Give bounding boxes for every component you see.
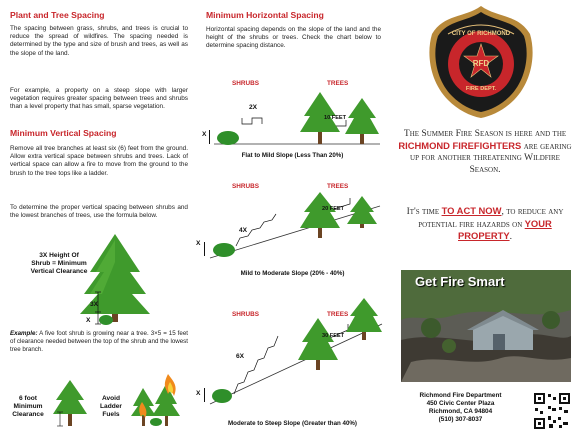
summer-season-text [395, 128, 575, 175]
act-text-c: . [509, 231, 512, 242]
left-column [0, 0, 196, 447]
right-column [389, 0, 579, 447]
address-line: Richmond Fire Department [419, 392, 502, 399]
diagram3-x-label: X [196, 390, 201, 397]
para-horizontal: Horizontal spacing depends on the slope of the land and the height of the shrubs or trees. Check the chart below to determine spacing distance. [206, 26, 381, 50]
summer-text-b: are gearing up for another threatening Wildfire Season. [410, 140, 572, 175]
formula-label: 3X Height Of Shrub = Minimum Vertical Clearance [30, 252, 88, 275]
summer-text-a: The Summer Fire Season is here and the [403, 128, 567, 139]
diagram2-feet-label: 20 FEET [322, 206, 345, 212]
heading-plant-tree-spacing: Plant and Tree Spacing [10, 10, 105, 20]
diagram3-caption: Moderate to Steep Slope (Greater than 40%) [228, 420, 357, 427]
qr-code-icon[interactable] [533, 392, 571, 430]
diagram1-shrubs-label: SHRUBS [232, 80, 259, 87]
ladder-fuels-label: Avoid Ladder Fuels [100, 395, 122, 418]
diagram1-x-label: X [202, 131, 207, 138]
act-text-b: , to reduce any potential fire hazards on [418, 206, 564, 230]
badge-top-text: CITY OF RICHMOND [451, 31, 511, 37]
heading-min-vertical: Minimum Vertical Spacing [10, 128, 117, 138]
formula-x-label: X [86, 317, 91, 324]
example-label: Example: [10, 330, 38, 337]
badge-center-text: RFD [472, 59, 490, 68]
example-text [10, 330, 188, 354]
diagram2-caption: Mild to Moderate Slope (20% - 40%) [240, 270, 345, 277]
diagram2-mult-label: 4X [239, 227, 248, 234]
steep-slope-diagram [200, 296, 386, 408]
photo-title: Get Fire Smart [415, 274, 505, 289]
summer-text-red: RICHMOND FIREFIGHTERS [398, 139, 522, 151]
diagram3-trees-label: TREES [327, 311, 349, 318]
diagram2-trees-label: TREES [327, 183, 349, 190]
para-spacing-example: For example, a property on a steep slope with larger vegetation requires greater spacing between trees and shrubs than a level property that has small, sparse vegetation. [10, 87, 188, 111]
middle-column [196, 0, 389, 447]
department-address [403, 392, 518, 424]
diagram1-caption: Flat to Mild Slope (Less Than 20%) [241, 152, 344, 159]
act-text-a: It's time [406, 206, 442, 217]
formula-3x-label: 3X [90, 301, 99, 308]
act-text-red1: TO ACT NOW [441, 205, 502, 216]
example-body: A five foot shrub is growing near a tree. 3×5 = 15 feet of clearance needed between the top of the shrub and the lowest tree branch. [10, 330, 188, 353]
address-line: Richmond, CA 94804 [428, 408, 493, 415]
diagram3-feet-label: 30 FEET [322, 333, 345, 339]
min-clearance-tree-icon [50, 378, 90, 428]
diagram3-shrubs-label: SHRUBS [232, 311, 259, 318]
act-now-text [395, 205, 575, 243]
diagram1-mult-label: 2X [249, 104, 258, 111]
act-text-red2: YOUR PROPERTY [458, 217, 552, 241]
address-line: (510) 307-8037 [438, 416, 483, 423]
badge-bottom-text: FIRE DEPT. [465, 86, 497, 92]
para-formula-intro: To determine the proper vertical spacing between shrubs and the lowest branches of trees, use the formula below. [10, 204, 188, 220]
diagram2-x-label: X [196, 240, 201, 247]
flat-slope-diagram [200, 88, 386, 150]
vertical-clearance-diagram [78, 232, 158, 327]
para-spacing-intro: The spacing between grass, shrubs, and trees is crucial to reduce the spread of wildfires. The spacing needed is determined by the type and size of brush and trees, as well as the slope of the land. [10, 25, 188, 57]
address-line: 450 Civic Center Plaza [426, 400, 495, 407]
ladder-fuels-fire-icon [130, 372, 182, 428]
moderate-slope-diagram [200, 190, 386, 262]
get-fire-smart-photo [401, 270, 571, 382]
min-clearance-label: 6 foot Minimum Clearance [12, 395, 44, 418]
diagram2-shrubs-label: SHRUBS [232, 183, 259, 190]
diagram1-trees-label: TREES [327, 80, 349, 87]
diagram1-feet-label: 10 FEET [324, 115, 347, 121]
diagram3-mult-label: 6X [236, 353, 245, 360]
para-vertical: Remove all tree branches at least six (6) feet from the ground. Allow extra vertical space between shrubs and trees. Lack of vertical space can allow a fire to move from the ground to the brush to the tree tops like a ladder. [10, 145, 188, 177]
heading-min-horizontal: Minimum Horizontal Spacing [206, 10, 324, 20]
